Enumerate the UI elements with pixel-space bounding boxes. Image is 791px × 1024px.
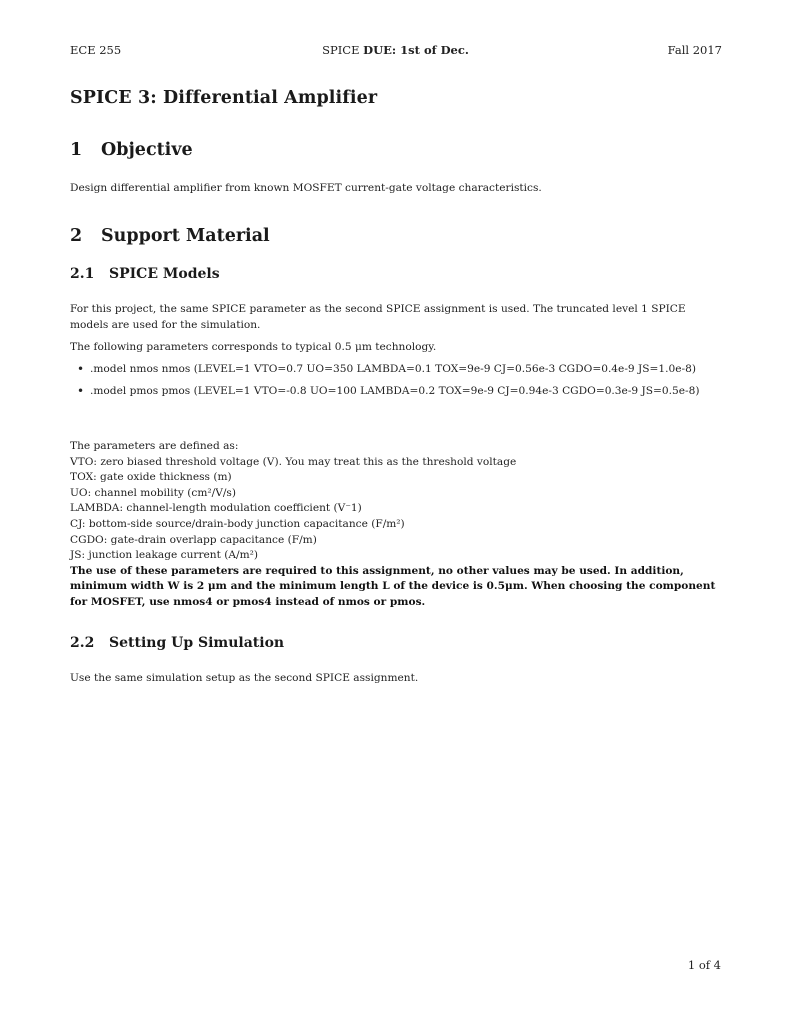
- subsection-title: Setting Up Simulation: [109, 635, 285, 651]
- subsection-title: SPICE Models: [109, 266, 220, 282]
- subsection-setup-heading: [70, 635, 284, 651]
- definition-vto: VTO: zero biased threshold voltage (V). You may treat this as the threshold voltage: [70, 455, 517, 468]
- section-number: 1: [70, 140, 83, 160]
- model-nmos: .model nmos nmos (LEVEL=1 VTO=0.7 UO=350 LAMBDA=0.1 TOX=9e-9 CJ=0.56e-3 CGDO=0.4e-9 JS=1.0e-8): [90, 363, 696, 375]
- list-item: [70, 361, 722, 377]
- definition-lambda: LAMBDA: channel-length modulation coefficient (V⁻1): [70, 502, 362, 515]
- subsection-number: 2.2: [70, 635, 95, 651]
- section-support-heading: [70, 226, 270, 246]
- bullet-icon: •: [77, 384, 85, 398]
- models-paragraph-2: The following parameters corresponds to typical 0.5 μm technology.: [70, 341, 437, 353]
- model-pmos: .model pmos pmos (LEVEL=1 VTO=-0.8 UO=100 LAMBDA=0.2 TOX=9e-9 CJ=0.94e-3 CGDO=0.3e-9 JS=0.5e-8): [90, 385, 700, 397]
- header-due-date: DUE: 1st of Dec.: [363, 43, 469, 57]
- models-paragraph-1: For this project, the same SPICE parameter as the second SPICE assignment is used. The truncated level 1 SPICE models are used for the simulation.: [70, 303, 686, 331]
- page-title: SPICE 3: Differential Amplifier: [70, 88, 378, 108]
- requirement-note: The use of these parameters are required to this assignment, no other values may be used. In addition, minimum width W is 2 μm and the minimum length L of the device is 0.5μm. When choosing the component for MOSFET, use nmos4 or pmos4 instead of nmos or pmos.: [70, 564, 716, 608]
- section-title: Support Material: [101, 226, 270, 246]
- definition-cgdo: CGDO: gate-drain overlapp capacitance (F/m): [70, 533, 317, 546]
- section-title: Objective: [101, 140, 193, 160]
- header-due-prefix: SPICE: [322, 43, 364, 57]
- section-number: 2: [70, 226, 83, 246]
- header-course: ECE 255: [70, 43, 122, 57]
- parameter-definitions: [70, 439, 726, 611]
- definition-cj: CJ: bottom-side source/drain-body junction capacitance (F/m²): [70, 517, 405, 530]
- subsection-number: 2.1: [70, 266, 95, 282]
- header-term: Fall 2017: [667, 43, 722, 57]
- model-list: [70, 361, 722, 405]
- definition-tox: TOX: gate oxide thickness (m): [70, 471, 232, 484]
- definition-uo: UO: channel mobility (cm²/V/s): [70, 486, 236, 499]
- definitions-intro: The parameters are defined as:: [70, 440, 239, 452]
- objective-text: Design differential amplifier from known MOSFET current-gate voltage characteristics.: [70, 182, 542, 194]
- section-objective-heading: [70, 140, 193, 160]
- definition-js: JS: junction leakage current (A/m²): [70, 549, 259, 562]
- subsection-models-heading: [70, 266, 220, 282]
- setup-text: Use the same simulation setup as the second SPICE assignment.: [70, 672, 419, 684]
- bullet-icon: •: [77, 362, 85, 376]
- list-item: [70, 383, 722, 399]
- page-number: 1 of 4: [687, 958, 721, 972]
